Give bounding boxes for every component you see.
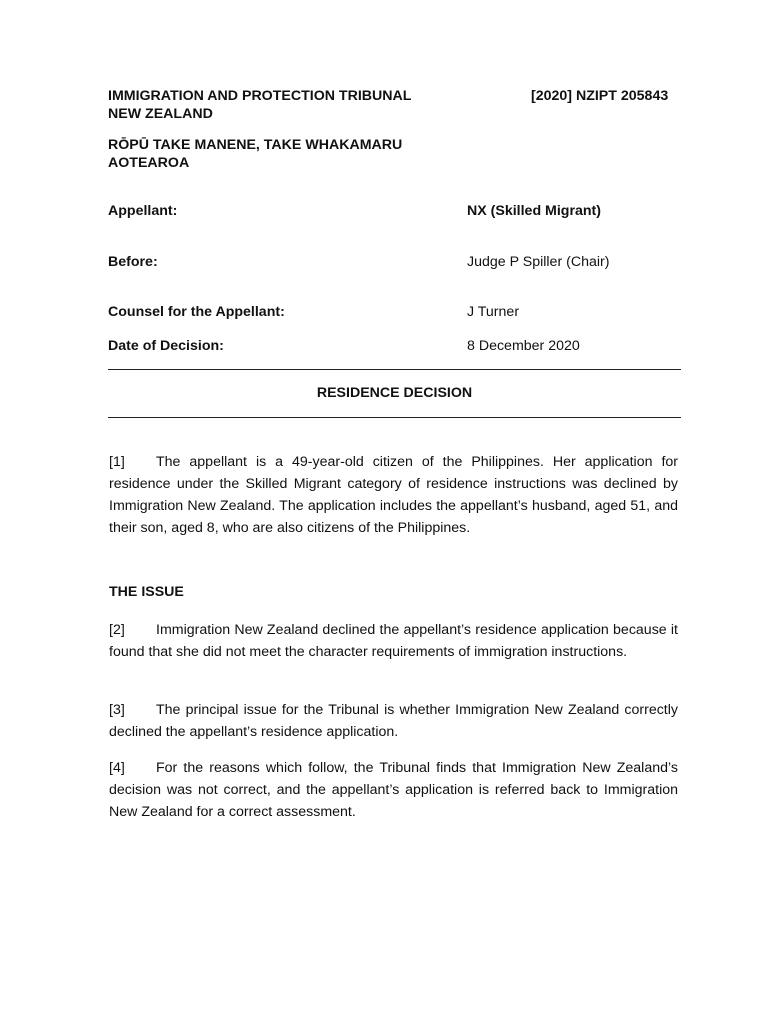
counsel-label: Counsel for the Appellant: [108,304,285,320]
paragraph-number: [2] [109,622,125,638]
before-value: Judge P Spiller (Chair) [467,254,610,270]
tribunal-name-line1: IMMIGRATION AND PROTECTION TRIBUNAL [108,88,412,104]
date-value: 8 December 2020 [467,338,580,354]
section-heading: THE ISSUE [109,584,184,600]
paragraph-number: [4] [109,760,125,776]
tribunal-name [108,87,468,123]
paragraph-number: [1] [109,454,125,470]
paragraph-1 [109,451,678,539]
maori-name-line2: AOTEAROA [108,155,190,171]
paragraph-4 [109,757,678,823]
top-divider [108,369,681,370]
paragraph-number: [3] [109,702,125,718]
paragraph-2 [109,619,678,663]
paragraph-text: Immigration New Zealand declined the appellant’s residence application because it found that she did not meet the character requirements of immigration instructions. [109,622,678,660]
before-label: Before: [108,254,158,270]
date-label: Date of Decision: [108,338,224,354]
tribunal-maori-name [108,136,468,172]
tribunal-name-line2: NEW ZEALAND [108,106,213,122]
counsel-value: J Turner [467,304,520,320]
paragraph-text: The appellant is a 49-year-old citizen of the Philippines. Her application for residence under the Skilled Migrant category of residence instructions was declined by Immigration New Zealand. The application includes the appellant’s husband, aged 51, and their son, aged 8, who are also citizens of the Philippines. [109,454,678,536]
paragraph-text: For the reasons which follow, the Tribunal finds that Immigration New Zealand’s decision was not correct, and the appellant’s application is referred back to Immigration New Zealand for a correct assessment. [109,760,678,820]
decision-title: RESIDENCE DECISION [316,385,473,401]
appellant-value: NX (Skilled Migrant) [467,203,602,219]
paragraph-3 [109,699,678,743]
appellant-label: Appellant: [108,203,178,219]
paragraph-text: The principal issue for the Tribunal is whether Immigration New Zealand correctly declined the appellant’s residence application. [109,702,678,740]
maori-name-line1: RŌPŪ TAKE MANENE, TAKE WHAKAMARU [108,137,403,153]
bottom-divider [108,417,681,418]
case-citation: [2020] NZIPT 205843 [531,88,669,104]
